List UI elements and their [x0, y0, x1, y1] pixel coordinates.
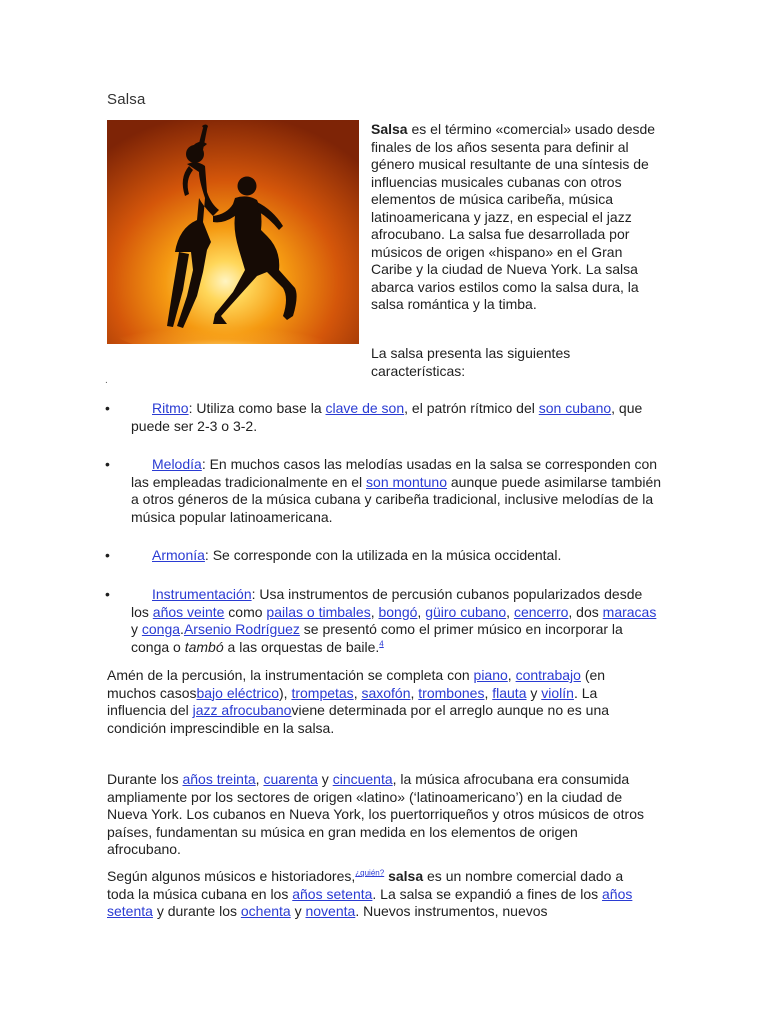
dancers-silhouette-image — [107, 120, 359, 344]
citation-needed-link[interactable]: ¿quién? — [355, 868, 385, 878]
link-contrabajo[interactable]: contrabajo — [515, 667, 581, 683]
link-violin[interactable]: violín — [541, 684, 574, 701]
text: . La influencia del — [107, 684, 598, 718]
text: Según algunos músicos e historiadores, — [107, 868, 356, 884]
bullet-dot: • — [105, 547, 110, 563]
text: : Utiliza como base la — [188, 400, 326, 416]
page-title: Salsa — [107, 91, 146, 108]
text: y durante los — [152, 903, 241, 919]
link-arsenio-rodriguez[interactable]: Arsenio Rodríguez — [183, 621, 300, 637]
hero-image — [107, 120, 359, 344]
text: y — [131, 621, 142, 637]
text: , — [484, 684, 493, 701]
link-anos-setenta[interactable]: años setenta — [292, 885, 373, 902]
link-trompetas[interactable]: trompetas — [291, 684, 354, 701]
link-anos-treinta[interactable]: años treinta — [182, 771, 256, 787]
link-trombones[interactable]: trombones — [418, 684, 485, 701]
bullet-dot: • — [105, 400, 110, 416]
link-cincuenta[interactable]: cincuenta — [332, 771, 393, 787]
text: : Usa instrumentos de percusión cubanos popularizados desde los — [131, 586, 643, 620]
text: . La salsa se expandió a fines de los — [372, 885, 602, 902]
link-son-montuno[interactable]: son montuno — [366, 473, 447, 490]
bold-salsa: salsa — [388, 868, 424, 884]
final-paragraph — [107, 868, 652, 921]
link-clave-de-son[interactable]: clave de son — [325, 400, 405, 416]
text: , la música afrocubana era consumida ampliamente por los sectores de origen «latino» (‘latinoamericano’) en la ciudad de Nueva York. Los cubanos en Nueva York, los puertorriqueños y otros músicos de otros países, fundamentan su música en gran medida en los elementos de origen afrocubano. — [107, 771, 644, 857]
link-pailas-o-timbales[interactable]: pailas o timbales — [266, 603, 371, 620]
text: , el patrón rítmico del — [404, 400, 539, 416]
text: , dos — [568, 603, 603, 620]
text: y — [526, 684, 542, 701]
link-ritmo[interactable]: Ritmo — [152, 400, 189, 416]
text: , — [255, 771, 264, 787]
text: , que puede ser 2-3 o 3-2. — [131, 400, 643, 434]
stray-mark: . — [105, 375, 108, 386]
link-son-cubano[interactable]: son cubano — [538, 400, 612, 416]
link-ochenta[interactable]: ochenta — [240, 903, 291, 919]
link-cuarenta[interactable]: cuarenta — [263, 771, 318, 787]
link-jazz-afrocubano[interactable]: jazz afrocubano — [192, 702, 292, 718]
text: Amén de la percusión, la instrumentación se completa con — [107, 667, 474, 683]
text: aunque puede asimilarse también a otros géneros de la música cubana y caribeña tradicional, inclusive melodías de la música popular latinoamericana. — [131, 473, 662, 525]
link-anos-setenta-2[interactable]: años setenta — [107, 885, 633, 919]
text: , — [410, 684, 419, 701]
text: y — [290, 903, 306, 919]
text: ), — [278, 684, 292, 701]
bullet-dot: • — [105, 586, 110, 602]
text: , — [507, 667, 516, 683]
text: a las orquestas de baile. — [223, 638, 380, 655]
link-armonia[interactable]: Armonía — [152, 547, 205, 563]
link-guiro-cubano[interactable]: güiro cubano — [425, 603, 507, 620]
text: , — [370, 603, 379, 620]
text: , — [506, 603, 514, 620]
text: , — [353, 684, 362, 701]
link-cencerro[interactable]: cencerro — [513, 603, 569, 620]
bullet-dot: • — [105, 456, 110, 472]
list-item-instrumentacion — [105, 586, 661, 656]
text: . — [180, 621, 184, 637]
link-melodia[interactable]: Melodía — [152, 456, 202, 472]
intro-text: es el término «comercial» usado desde finales de los años sesenta para definir al género musical resultante de una síntesis de influencias musicales cubanas con otros elementos de música caribeña, música latinoamericana y jazz, en especial el jazz afrocubano. La salsa fue desarrollada por músicos de origen «hispano» en el Gran Caribe y la ciudad de Nueva York. La salsa abarca varios estilos como la salsa dura, la salsa romántica y la timba. — [371, 121, 656, 312]
link-piano[interactable]: piano — [473, 667, 508, 683]
list-item-armonia — [105, 547, 661, 565]
link-flauta[interactable]: flauta — [492, 684, 527, 701]
link-bajo-electrico[interactable]: bajo eléctrico — [196, 684, 279, 701]
text: y — [317, 771, 333, 787]
link-anos-veinte[interactable]: años veinte — [152, 603, 225, 620]
text: como — [224, 603, 267, 620]
instrumentation-paragraph — [107, 667, 652, 737]
text: . Nuevos instrumentos, nuevos — [355, 903, 548, 919]
text: (en muchos casos — [107, 667, 606, 701]
text: : Se corresponde con la utilizada en la música occidental. — [204, 547, 562, 563]
text: , — [417, 603, 426, 620]
text: es un nombre comercial dado a toda la música cubana en los — [107, 868, 624, 902]
link-instrumentacion[interactable]: Instrumentación — [152, 586, 252, 602]
italic-tambo: tambó — [184, 638, 224, 655]
text: viene determinada por el arreglo aunque no es una condición imprescindible en la salsa. — [107, 702, 610, 736]
link-noventa[interactable]: noventa — [305, 903, 356, 919]
text: : En muchos casos las melodías usadas en la salsa se corresponden con las empleadas tradicionalmente en el — [131, 456, 658, 490]
list-item-melodia — [105, 456, 662, 526]
text: se presentó como el primer músico en incorporar la conga o — [131, 621, 623, 655]
link-conga[interactable]: conga — [141, 621, 181, 637]
link-saxofon[interactable]: saxofón — [361, 684, 411, 701]
characteristics-intro: La salsa presenta las siguientes características: — [371, 345, 571, 379]
text: Durante los — [107, 771, 183, 787]
intro-paragraph — [371, 121, 661, 314]
intro-term: Salsa — [371, 121, 408, 137]
list-item-ritmo — [105, 400, 661, 435]
link-bongo[interactable]: bongó — [378, 603, 418, 620]
history-paragraph — [107, 771, 652, 859]
footnote-link-4[interactable]: 4 — [379, 638, 384, 648]
link-maracas[interactable]: maracas — [602, 603, 657, 620]
